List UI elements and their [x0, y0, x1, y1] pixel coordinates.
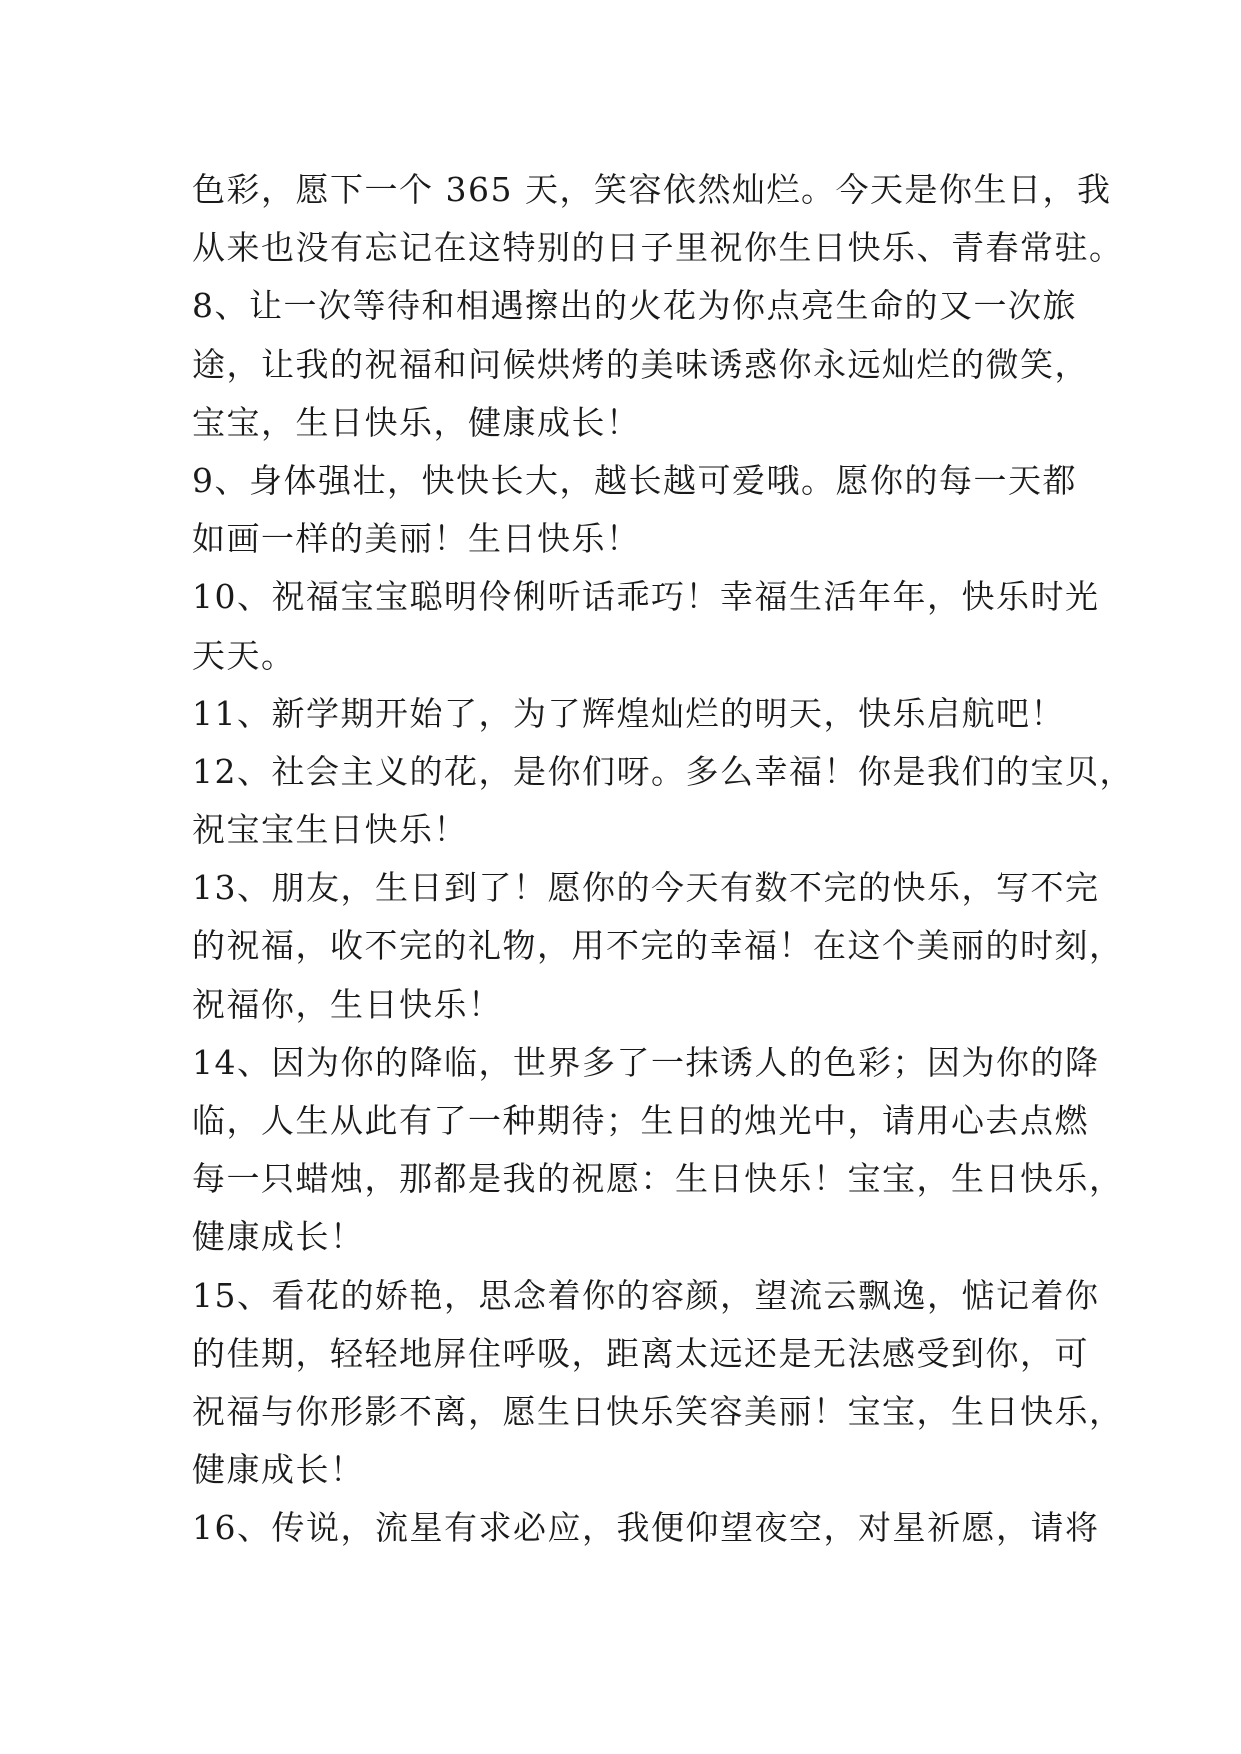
text-line: 从来也没有忘记在这特别的日子里祝你生日快乐、青春常驻。: [192, 228, 1124, 268]
text-line: 8、让一次等待和相遇擦出的火花为你点亮生命的又一次旅: [192, 286, 1077, 326]
text-line: 10、祝福宝宝聪明伶俐听话乖巧！幸福生活年年，快乐时光: [192, 577, 1100, 617]
text-line: 临，人生从此有了一种期待；生日的烛光中，请用心去点燃: [192, 1101, 1089, 1140]
text-line: 天天。: [192, 635, 296, 675]
text-line: 祝福与你形影不离，愿生日快乐笑容美丽！宝宝，生日快乐，: [192, 1391, 1124, 1431]
document-body: [192, 161, 1192, 1558]
text-line: 如画一样的美丽！生日快乐！: [192, 519, 641, 559]
text-line: 祝福你，生日快乐！: [192, 984, 503, 1024]
text-line: 16、传说，流星有求必应，我便仰望夜空，对星祈愿，请将: [192, 1508, 1100, 1548]
text-line: 祝宝宝生日快乐！: [192, 810, 468, 850]
text-line: 宝宝，生日快乐，健康成长！: [192, 402, 641, 442]
text-line: 9、身体强壮，快快长大，越长越可爱哦。愿你的每一天都: [192, 460, 1077, 500]
text-line: 健康成长！: [192, 1450, 365, 1490]
text-line: 的佳期，轻轻地屏住呼吸，距离太远还是无法感受到你，可: [192, 1333, 1089, 1373]
text-line: 健康成长！: [192, 1217, 365, 1257]
text-line: 的祝福，收不完的礼物，用不完的幸福！在这个美丽的时刻，: [192, 926, 1124, 966]
text-line: 色彩，愿下一个 365 天，笑容依然灿烂。今天是你生日，我: [192, 170, 1112, 209]
text-line: 每一只蜡烛，那都是我的祝愿：生日快乐！宝宝，生日快乐，: [192, 1159, 1124, 1199]
text-line: 14、因为你的降临，世界多了一抹诱人的色彩；因为你的降: [192, 1042, 1100, 1082]
text-line: 12、社会主义的花，是你们呀。多么幸福！你是我们的宝贝，: [192, 751, 1134, 791]
text-line: 11、新学期开始了，为了辉煌灿烂的明天，快乐启航吧！: [192, 693, 1065, 733]
text-line: 途，让我的祝福和问候烘烤的美味诱惑你永远灿烂的微笑，: [192, 344, 1089, 384]
text-line: 13、朋友，生日到了！愿你的今天有数不完的快乐，写不完: [192, 868, 1100, 908]
text-line: 15、看花的娇艳，思念着你的容颜，望流云飘逸，惦记着你: [192, 1275, 1100, 1315]
